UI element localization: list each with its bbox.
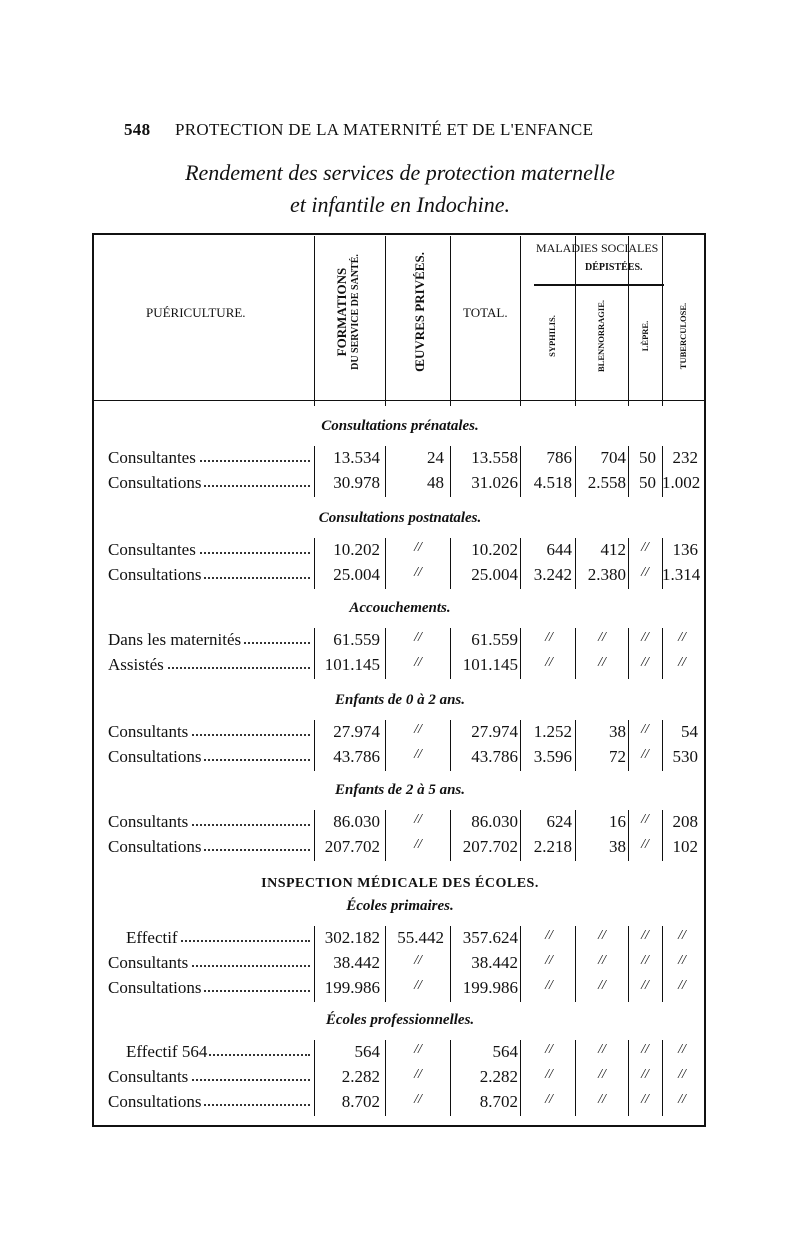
cell-syphilis: //	[545, 978, 553, 993]
table-row	[0, 812, 800, 836]
cell-syphilis: //	[545, 953, 553, 968]
cell-oeuvres: 48	[427, 473, 444, 492]
row-label	[126, 928, 312, 948]
cell-blennorragie: 38	[609, 837, 626, 856]
row-label-text: Dans les maternités	[108, 630, 242, 649]
cell-tuberculose: 54	[681, 722, 698, 741]
table-caption-line-1: Rendement des services de protection maternelle	[185, 160, 615, 185]
cell-lepre: //	[641, 1042, 649, 1057]
cell-total: 38.442	[471, 953, 518, 972]
row-label	[108, 747, 312, 767]
cell-lepre: //	[641, 565, 649, 580]
cell-formations: 207.702	[324, 837, 380, 856]
cell-tuberculose: //	[678, 978, 686, 993]
cell-tuberculose: //	[678, 953, 686, 968]
table-row	[0, 1067, 800, 1091]
table-head-rule	[92, 400, 706, 401]
cell-tuberculose: 136	[672, 540, 698, 559]
cell-total: 86.030	[471, 812, 518, 831]
cell-blennorragie: 2.380	[587, 565, 626, 584]
cell-tuberculose: 1.002	[662, 473, 701, 492]
cell-lepre: 50	[639, 473, 656, 492]
cell-lepre: //	[641, 747, 649, 762]
header-rule-tuberculose	[662, 236, 663, 406]
cell-oeuvres: //	[414, 837, 422, 852]
page-number: 548	[124, 120, 151, 139]
cell-lepre: //	[641, 978, 649, 993]
page-header	[124, 120, 644, 140]
row-label-text: Consultantes	[108, 448, 196, 467]
cell-formations: 564	[354, 1042, 380, 1061]
row-label-text: Consultants	[108, 1067, 189, 1086]
cell-blennorragie: //	[598, 928, 606, 943]
row-label-text: Consultantes	[108, 540, 196, 559]
cell-oeuvres: //	[414, 953, 422, 968]
cell-formations: 86.030	[333, 812, 380, 831]
cell-tuberculose: //	[678, 928, 686, 943]
table-row	[0, 540, 800, 564]
table-row	[0, 655, 800, 679]
table-row	[0, 473, 800, 497]
cell-oeuvres: //	[414, 1092, 422, 1107]
row-label-text: Consultations	[108, 565, 202, 584]
cell-lepre: //	[641, 928, 649, 943]
cell-total: 61.559	[471, 630, 518, 649]
cell-syphilis: 4.518	[533, 473, 572, 492]
cell-total: 357.624	[462, 928, 518, 947]
inspection-title: INSPECTION MÉDICALE DES ÉCOLES.	[261, 876, 539, 891]
cell-blennorragie: //	[598, 630, 606, 645]
table-bottom-rule	[92, 1125, 706, 1127]
header-rule-blennorragie	[575, 236, 576, 406]
cell-formations: 13.534	[333, 448, 380, 467]
section-title: Consultations prénatales.	[321, 418, 479, 434]
subsection-title: Écoles primaires.	[346, 898, 454, 914]
row-label	[108, 1067, 312, 1087]
cell-syphilis: //	[545, 655, 553, 670]
cell-lepre: //	[641, 1067, 649, 1082]
cell-syphilis: 3.242	[533, 565, 572, 584]
cell-oeuvres: //	[414, 655, 422, 670]
cell-formations: 8.702	[341, 1092, 380, 1111]
cell-syphilis: 644	[546, 540, 572, 559]
total-heading: TOTAL.	[463, 305, 508, 320]
cell-syphilis: //	[545, 1067, 553, 1082]
cell-blennorragie: 2.558	[587, 473, 626, 492]
cell-oeuvres: //	[414, 747, 422, 762]
cell-formations: 302.182	[324, 928, 380, 947]
row-label	[108, 812, 312, 832]
stub-heading: PUÉRICULTURE.	[146, 305, 246, 320]
cell-tuberculose: 1.314	[662, 565, 701, 584]
row-label	[108, 630, 312, 650]
cell-syphilis: 786	[546, 448, 572, 467]
header-rule-syphilis	[520, 236, 521, 406]
syphilis-heading: SYPHILIS.	[547, 315, 557, 357]
cell-formations: 25.004	[333, 565, 380, 584]
table-row	[0, 565, 800, 589]
cell-blennorragie: //	[598, 953, 606, 968]
cell-lepre: //	[641, 722, 649, 737]
cell-oeuvres: //	[414, 540, 422, 555]
row-label-text: Effectif 564	[126, 1042, 208, 1061]
row-label-text: Consultations	[108, 473, 202, 492]
cell-total: 13.558	[471, 448, 518, 467]
maladies-heading-2: DÉPISTÉES.	[585, 262, 643, 273]
cell-total: 43.786	[471, 747, 518, 766]
cell-formations: 101.145	[324, 655, 380, 674]
cell-lepre: //	[641, 1092, 649, 1107]
cell-tuberculose: 102	[672, 837, 698, 856]
header-rule-total	[450, 236, 451, 406]
cell-oeuvres: //	[414, 722, 422, 737]
cell-lepre: //	[641, 953, 649, 968]
cell-total: 27.974	[471, 722, 518, 741]
cell-syphilis: 2.218	[533, 837, 572, 856]
row-label	[108, 837, 312, 857]
cell-total: 564	[492, 1042, 518, 1061]
cell-blennorragie: //	[598, 1067, 606, 1082]
section-title: Consultations postnatales.	[318, 510, 482, 526]
section-title: Enfants de 2 à 5 ans.	[334, 782, 466, 798]
cell-tuberculose: //	[678, 630, 686, 645]
cell-formations: 30.978	[333, 473, 380, 492]
row-label	[108, 473, 312, 493]
cell-formations: 10.202	[333, 540, 380, 559]
cell-syphilis: //	[545, 1092, 553, 1107]
cell-blennorragie: //	[598, 978, 606, 993]
cell-oeuvres: //	[414, 1067, 422, 1082]
row-label-text: Assistés	[108, 655, 164, 674]
row-label-text: Consultants	[108, 812, 189, 831]
row-label	[108, 565, 312, 585]
row-label	[108, 1092, 312, 1112]
table-row	[0, 630, 800, 654]
cell-total: 207.702	[462, 837, 518, 856]
cell-total: 101.145	[462, 655, 518, 674]
cell-total: 25.004	[471, 565, 518, 584]
cell-syphilis: //	[545, 630, 553, 645]
cell-lepre: //	[641, 655, 649, 670]
cell-tuberculose: //	[678, 1067, 686, 1082]
cell-tuberculose: 530	[672, 747, 698, 766]
cell-total: 10.202	[471, 540, 518, 559]
formations-heading: FORMATIONS DU SERVICE DE SANTÉ.	[334, 254, 361, 370]
maladies-rule	[534, 284, 664, 286]
cell-oeuvres: //	[414, 565, 422, 580]
cell-formations: 38.442	[333, 953, 380, 972]
cell-oeuvres: 24	[427, 448, 444, 467]
tuberculose-heading: TUBERCULOSE.	[678, 302, 688, 370]
row-label-text: Consultations	[108, 978, 202, 997]
subsection-title: Écoles professionnelles.	[325, 1012, 475, 1028]
row-label	[108, 540, 312, 560]
row-label	[108, 953, 312, 973]
table-row	[0, 928, 800, 952]
blennorragie-heading: BLENNORRAGIE.	[596, 299, 606, 373]
cell-syphilis: 624	[546, 812, 572, 831]
cell-syphilis: //	[545, 1042, 553, 1057]
row-label	[108, 448, 312, 468]
cell-formations: 61.559	[333, 630, 380, 649]
cell-oeuvres: //	[414, 1042, 422, 1057]
section-title: Enfants de 0 à 2 ans.	[334, 692, 466, 708]
cell-formations: 2.282	[341, 1067, 380, 1086]
oeuvres-heading: ŒUVRES PRIVÉES.	[412, 252, 427, 372]
cell-total: 8.702	[479, 1092, 518, 1111]
cell-total: 2.282	[479, 1067, 518, 1086]
cell-blennorragie: //	[598, 1042, 606, 1057]
table-row	[0, 953, 800, 977]
cell-blennorragie: 38	[609, 722, 626, 741]
header-rule-oeuvres	[385, 236, 386, 406]
cell-tuberculose: 208	[672, 812, 698, 831]
cell-lepre: //	[641, 630, 649, 645]
header-rule-formations	[314, 236, 315, 406]
maladies-heading-1: MALADIES SOCIALES	[536, 241, 659, 255]
row-label-text: Consultants	[108, 953, 189, 972]
cell-total: 31.026	[471, 473, 518, 492]
cell-blennorragie: //	[598, 655, 606, 670]
table-row	[0, 837, 800, 861]
table-row	[0, 747, 800, 771]
cell-blennorragie: //	[598, 1092, 606, 1107]
section-title: Accouchements.	[349, 600, 451, 616]
row-label-text: Consultants	[108, 722, 189, 741]
cell-tuberculose: //	[678, 1092, 686, 1107]
cell-lepre: 50	[639, 448, 656, 467]
cell-oeuvres: //	[414, 978, 422, 993]
running-title: PROTECTION DE LA MATERNITÉ ET DE L'ENFANCE	[174, 120, 594, 139]
cell-blennorragie: 72	[609, 747, 626, 766]
row-label	[108, 978, 312, 998]
table-row	[0, 1092, 800, 1116]
row-label-text: Effectif	[126, 928, 178, 947]
row-label-text: Consultations	[108, 747, 202, 766]
cell-blennorragie: 16	[609, 812, 626, 831]
cell-syphilis: //	[545, 928, 553, 943]
table-caption-line-2: et infantile en Indochine.	[290, 192, 510, 217]
cell-lepre: //	[641, 540, 649, 555]
cell-blennorragie: 704	[600, 448, 626, 467]
cell-blennorragie: 412	[600, 540, 626, 559]
cell-tuberculose: 232	[672, 448, 698, 467]
table-row	[0, 1042, 800, 1066]
lepre-heading: LÈPRE.	[640, 320, 650, 352]
cell-syphilis: 3.596	[533, 747, 572, 766]
cell-formations: 199.986	[324, 978, 380, 997]
row-label	[126, 1042, 312, 1062]
cell-formations: 27.974	[333, 722, 380, 741]
cell-tuberculose: //	[678, 655, 686, 670]
cell-syphilis: 1.252	[533, 722, 572, 741]
row-label	[108, 655, 312, 675]
cell-lepre: //	[641, 812, 649, 827]
row-label-text: Consultations	[108, 1092, 202, 1111]
table-row	[0, 978, 800, 1002]
cell-total: 199.986	[462, 978, 518, 997]
cell-tuberculose: //	[678, 1042, 686, 1057]
cell-oeuvres: //	[414, 812, 422, 827]
cell-oeuvres: 55.442	[397, 928, 444, 947]
cell-formations: 43.786	[333, 747, 380, 766]
cell-oeuvres: //	[414, 630, 422, 645]
row-label	[108, 722, 312, 742]
table-row	[0, 722, 800, 746]
row-label-text: Consultations	[108, 837, 202, 856]
table-row	[0, 448, 800, 472]
table-top-rule	[92, 233, 706, 235]
cell-lepre: //	[641, 837, 649, 852]
